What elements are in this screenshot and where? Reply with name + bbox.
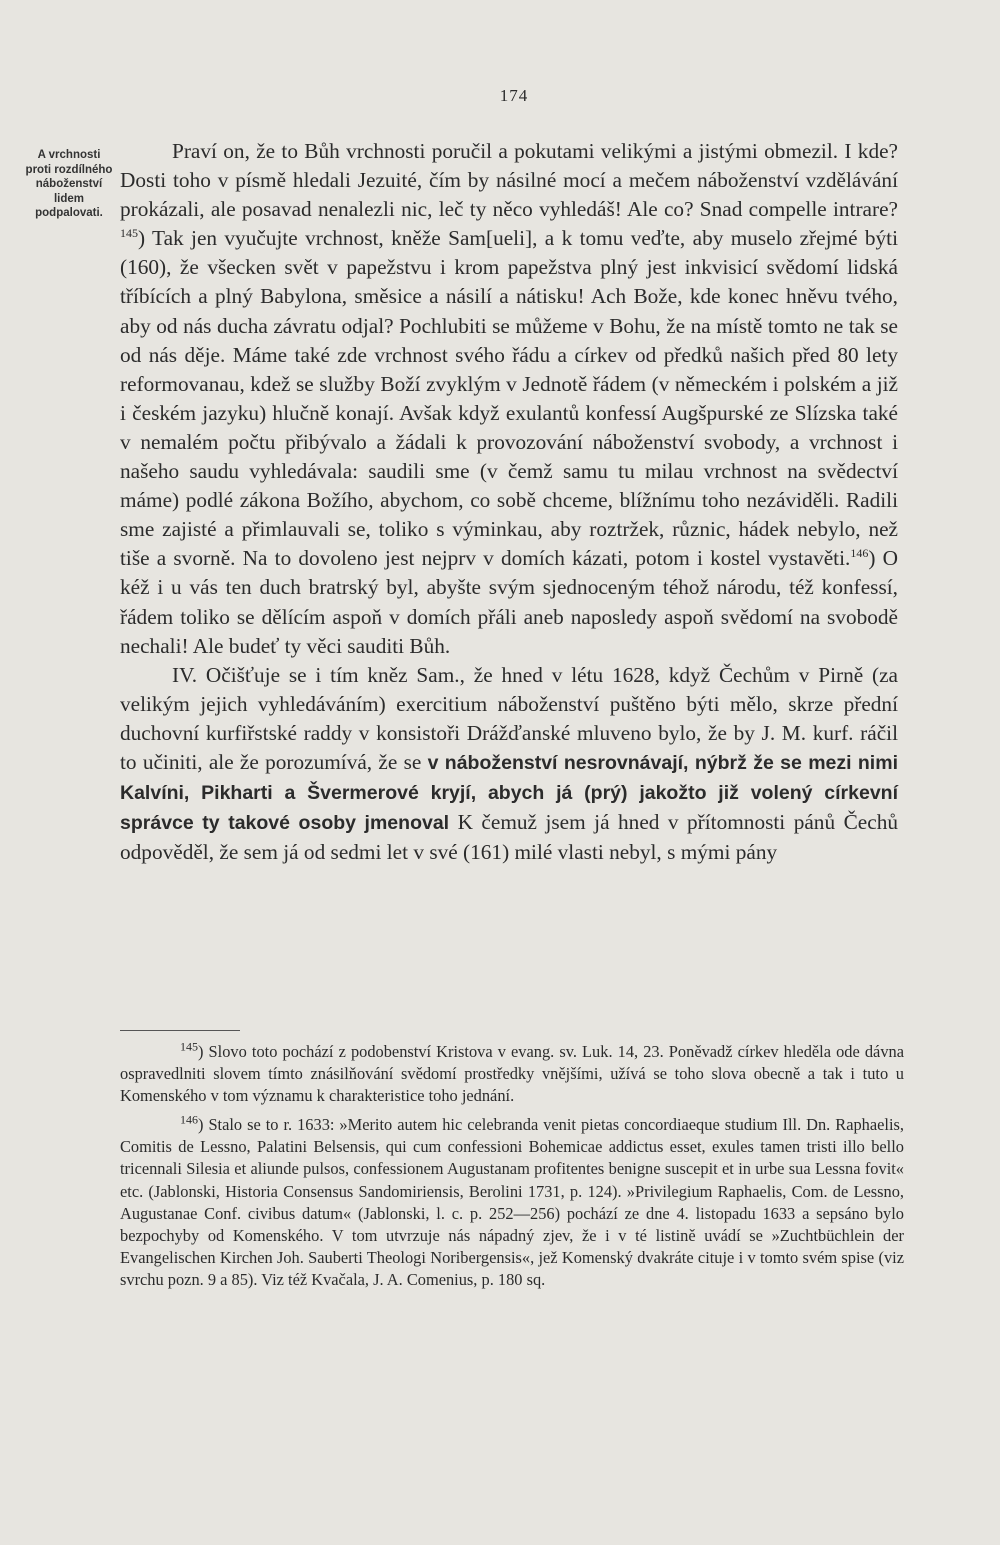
bold-emphasis: v náboženství nesrovnávají, nýbrž že se mezi nimi Kalvíni, Pikharti a Švermerové kryjí, abych já (prý) jakožto již volený církevní správce ty takové osoby jmenoval — [120, 751, 898, 835]
footnote-145 — [120, 1041, 904, 1107]
paragraph-text: ) Tak jen vyučujte vrchnost, kněže Sam[ueli], a k tomu veďte, aby muselo zřejmé býti (160), že všecken svět v papežstvu i krom papežstva plný jest inkvisicí svědomí lidská tříbících a plný Babylona, směsice a násilí a nátisku! Ach Bože, kde konec hněvu tvého, aby od nás ducha závratu odjal? Pochlubiti se můžeme v Bohu, že na místě tomto ne tak se od nás děje. Máme také zde vrchnost svého řádu a církev od předků našich před 80 lety reformovanau, kdež se služby Boží zvyklým v Jednotě řádem (v německém i polském a již i českém jazyku) hlučně konají. Avšak když exulantů konfessí Augšpurské ze Slízska také v nemalém počtu přibývalo a žádali k provozování náboženství svobody, a vrchnost i našeho saudu vyhledávala: saudili sme (v čemž samu tu milau vrchnost na svědectví máme) podlé zákona Božího, abychom, co sobě chceme, blížnímu toho nezáviděli. Radili sme zajisté a přimlauvali se, toliko s výminkau, aby roztržek, různic, hádek nebylo, než tiše a svorně. Na to dovoleno jest nejprv v domích kázati, potom i kostel vystavěti. — [120, 226, 898, 571]
paragraph-text: ) O kéž i u vás ten duch bratrský byl, abyšte svým sjednoceným téhož národu, též konfessí, řádem toliko se dělícím aspoň v domích přáli aneb naposledy aspoň svědomí na svobodě nechali! Ale budeť ty věci sauditi Bůh. — [120, 546, 899, 658]
footnote-text: ) Slovo toto pochází z podobenství Kristova v evang. sv. Luk. 14, 23. Poněvadž církev hleděla ode dávna ospravedlniti slovem tímto znásilňování svědomí prostředky vnějšími, užívá se toho slova obecně a tak i tuto u Komenského v tom významu k charakteristice toho jednání. — [120, 1042, 904, 1106]
footnote-text: ) Stalo se to r. 1633: »Merito autem hic celebranda venit pietas concordiaeque studium Ill. Dn. Raphaelis, Comitis de Lessno, Palatini Belsensis, qui cum confessioni Bohemicae addictus esset, exules tamen tristi illo bello tricennali Silesia et aliunde pulsos, confessionem Augustanam profitentes benigne suscepit et in urbe sua Lessna fovit« etc. (Jablonski, Historia Consensus Sandomiriensis, Berolini 1731, p. 124). »Privilegium Raphaelis, Com. de Lessno, Augustanae Conf. civibus datum« (Jablonski, l. c. p. 252—256) pochází ze dne 4. listopadu 1633 a sepsáno bylo bezpochyby od Komenského. V tom utvrzuje nás nápadný zjev, že i v té listině uvádí se »Zuchtbüchlein der Evangelischen Kirchen Joh. Sauberti Theologi Noribergensis«, jež Komenský dvakráte cituje i v tomto svém spise (viz svrchu pozn. 9 a 85). Viz též Kvačala, J. A. Comenius, p. 180 sq. — [120, 1115, 904, 1289]
paragraph-1 — [120, 137, 898, 661]
footnote-number: 145 — [180, 1039, 198, 1054]
paragraph-text: IV. Očišťuje se i tím kněz Sam., že hned v létu 1628, když Čechům v Pirně (za velikým jejich vyhledáváním) exercitium náboženství puštěno býti mělo, skrze přední duchovní kurfiřstské raddy v konsistoři Drážďanské mluveno bylo, že by J. M. kurf. ráčil to učiniti, ale že porozumívá, že se — [120, 662, 898, 774]
page-number: 174 — [499, 86, 529, 105]
footnote-divider — [120, 1030, 240, 1031]
paragraph-text: K čemuž jsem já hned v přítomnosti pánů Čechů odpověděl, že sem já od sedmi let v své (161) milé vlasti nebyl, s mými pány — [120, 810, 898, 865]
footnote-146 — [120, 1114, 904, 1291]
margin-note: A vrchnosti proti rozdílného náboženství lidem podpalovati. — [25, 149, 113, 220]
paragraph-2 — [120, 661, 898, 868]
main-text — [120, 137, 898, 867]
footnotes — [120, 1041, 904, 1298]
paragraph-text: Praví on, že to Bůh vrchnosti poručil a pokutami velikými a jistými obmezil. I kde? Dosti toho v písmě hledali Jezuité, čím by násilné mocí a mečem náboženství vzdělávání prokázali, ale posavad nenalezli nic, leč ty něco vyhledáš! Ale co? Snad compelle intrare? — [120, 139, 898, 222]
footnote-ref-145: 145 — [120, 226, 138, 241]
footnote-ref-146: 146 — [850, 546, 869, 561]
footnote-number: 146 — [180, 1112, 198, 1127]
